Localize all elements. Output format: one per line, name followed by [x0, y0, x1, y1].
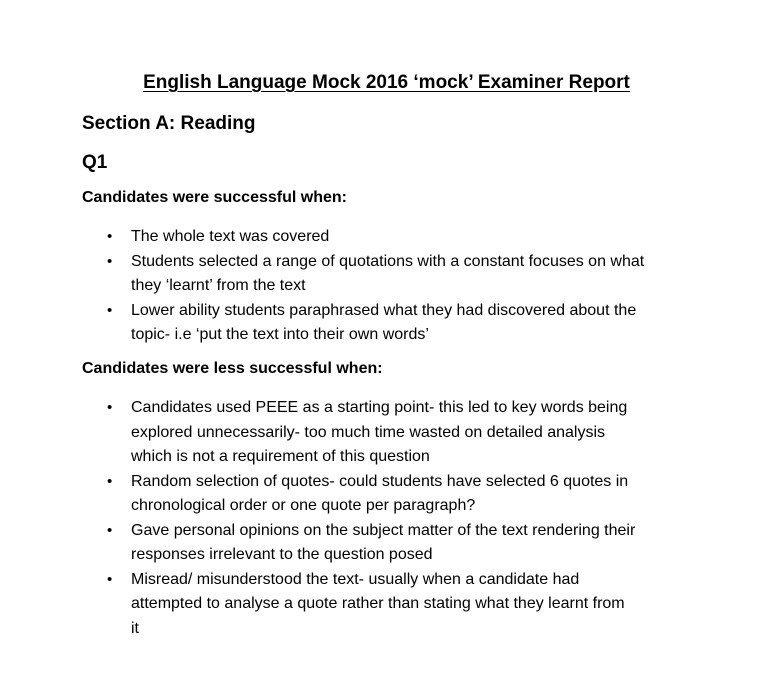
bullet-text-line: Students selected a range of quotations with a constant focuses on what — [131, 252, 645, 270]
bullet-icon: • — [107, 472, 113, 490]
bullet-text-line: responses irrelevant to the question posed — [131, 546, 433, 563]
success-heading: Candidates were successful when: — [82, 189, 347, 206]
bullet-icon: • — [107, 570, 113, 588]
less-success-list-item — [0, 470, 773, 519]
bullet-text-line: attempted to analyse a quote rather than stating what they learnt from — [131, 595, 625, 612]
bullet-text-line: Gave personal opinions on the subject matter of the text rendering their — [131, 521, 636, 539]
less-success-list-item — [0, 519, 773, 568]
success-list-item — [0, 250, 773, 299]
bullet-text-line: which is not a requirement of this question — [131, 448, 430, 465]
bullet-text-line: chronological order or one quote per paragraph? — [131, 497, 476, 514]
less-success-list — [0, 396, 773, 641]
bullet-text-line: explored unnecessarily- too much time wasted on detailed analysis — [131, 423, 606, 441]
bullet-text-line: Random selection of quotes- could students have selected 6 quotes in — [131, 472, 629, 490]
less-success-list-item — [0, 568, 773, 642]
bullet-text-line: Candidates used PEEE as a starting point- this led to key words being — [131, 399, 628, 416]
bullet-icon: • — [107, 252, 113, 270]
document-title: English Language Mock 2016 ‘mock’ Examiner Report — [143, 72, 630, 93]
less-success-list-item — [0, 396, 773, 470]
success-list — [0, 225, 773, 348]
question-heading: Q1 — [82, 152, 108, 173]
success-list-item — [0, 225, 773, 250]
bullet-icon: • — [107, 228, 113, 245]
section-heading: Section A: Reading — [82, 113, 256, 134]
bullet-icon: • — [107, 399, 113, 416]
bullet-icon: • — [107, 301, 113, 319]
bullet-text-line: they ‘learnt’ from the text — [131, 277, 306, 294]
bullet-text-line: Lower ability students paraphrased what they had discovered about the — [131, 301, 637, 319]
bullet-icon: • — [107, 521, 113, 539]
bullet-text-line: Misread/ misunderstood the text- usually when a candidate had — [131, 570, 580, 588]
less-success-heading: Candidates were less successful when: — [82, 360, 383, 377]
bullet-text-line: topic- i.e ‘put the text into their own words’ — [131, 326, 429, 343]
bullet-text-line: The whole text was covered — [131, 228, 330, 245]
bullet-text-line: it — [131, 619, 139, 637]
success-list-item — [0, 299, 773, 348]
